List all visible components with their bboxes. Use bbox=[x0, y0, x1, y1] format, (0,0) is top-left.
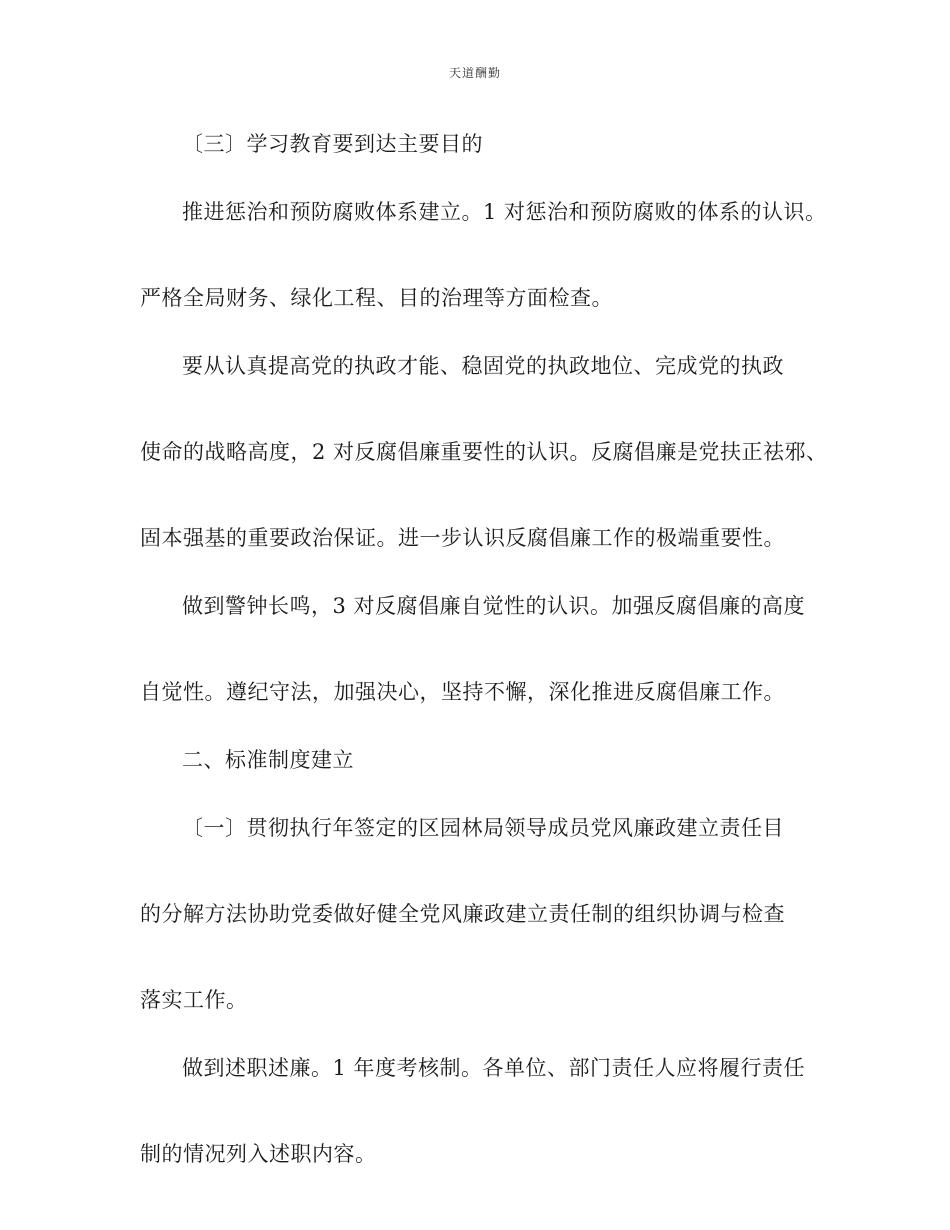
paragraph-line: 使命的战略高度，2 对反腐倡廉重要性的认识。反腐倡廉是党扶正祛邪、 bbox=[140, 440, 828, 464]
paragraph-line: 自觉性。遵纪守法，加强决心，坚持不懈，深化推进反腐倡廉工作。 bbox=[140, 680, 785, 704]
paragraph-line: 的分解方法协助党委做好健全党风廉政建立责任制的组织协调与检查 bbox=[140, 902, 785, 926]
paragraph-line: 做到警钟长鸣，3 对反腐倡廉自觉性的认识。加强反腐倡廉的高度 bbox=[182, 594, 806, 618]
section-heading: 〔三〕学习教育要到达主要目的 bbox=[182, 132, 483, 156]
page-header: 天道酬勤 bbox=[448, 66, 501, 80]
paragraph-line: 落实工作。 bbox=[140, 988, 248, 1012]
section-heading: 二、标准制度建立 bbox=[182, 748, 354, 772]
paragraph-line: 〔一〕贯彻执行年签定的区园林局领导成员党风廉政建立责任目 bbox=[182, 816, 784, 840]
paragraph-line: 做到述职述廉。1 年度考核制。各单位、部门责任人应将履行责任 bbox=[182, 1056, 806, 1080]
paragraph-line: 固本强基的重要政治保证。进一步认识反腐倡廉工作的极端重要性。 bbox=[140, 526, 785, 550]
paragraph-line: 严格全局财务、绿化工程、目的治理等方面检查。 bbox=[140, 286, 613, 310]
paragraph-line: 推进惩治和预防腐败体系建立。1 对惩治和预防腐败的体系的认识。 bbox=[182, 200, 827, 224]
paragraph-line: 要从认真提高党的执政才能、稳固党的执政地位、完成党的执政 bbox=[182, 354, 784, 378]
paragraph-line: 制的情况列入述职内容。 bbox=[140, 1142, 377, 1166]
document-body bbox=[140, 124, 828, 1174]
